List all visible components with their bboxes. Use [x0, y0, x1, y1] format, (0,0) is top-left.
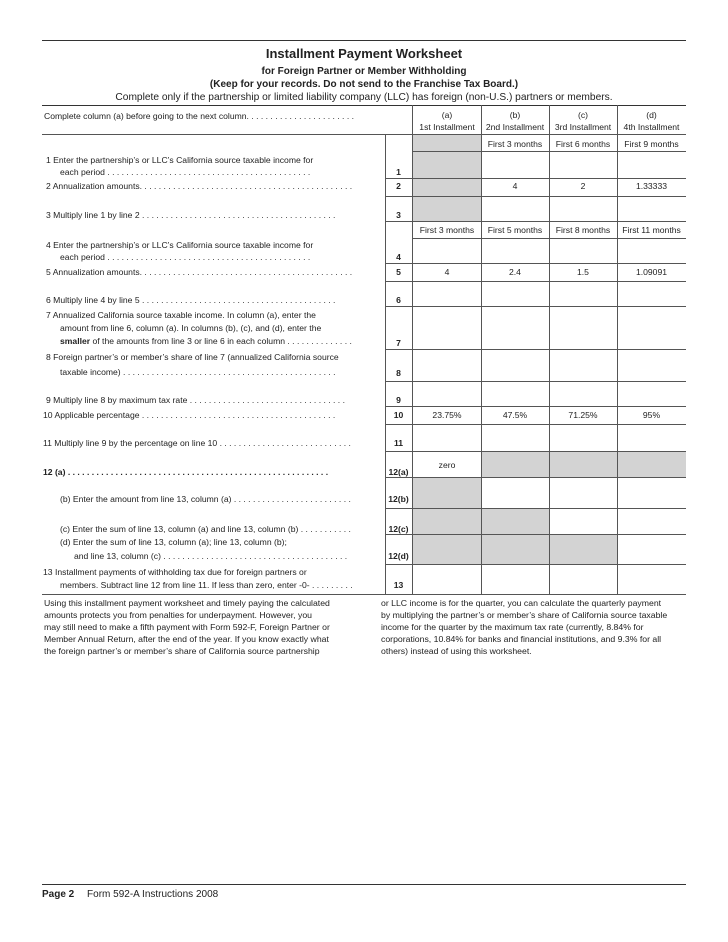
worksheet-title: Installment Payment Worksheet — [265, 46, 463, 61]
grid-row-line — [385, 477, 686, 478]
paragraph-left-line: amounts protects you from penalties for underpayment. However, you — [44, 610, 313, 620]
line1-label-cont: each period . . . . . . . . . . . . . . . . . . . . . . . . . . . . . . . . . . . . . . . . . . . — [60, 167, 311, 177]
line4-label-cont: each period . . . . . . . . . . . . . . . . . . . . . . . . . . . . . . . . . . . . . . . . . . . — [60, 252, 311, 262]
grid-bottom-line — [42, 594, 686, 595]
line10-value-c: 71.25% — [568, 410, 598, 420]
grid-row-line — [385, 381, 686, 382]
paragraph-right — [381, 597, 686, 657]
shade-col-a-top — [413, 134, 481, 196]
grid-row-line — [385, 564, 686, 565]
line11-number: 11 — [393, 438, 404, 448]
line12c-label: (c) Enter the sum of line 13, column (a) and line 13, column (b) . . . . . . . . . . . — [60, 524, 351, 534]
period-d-row1: First 9 months — [624, 139, 679, 149]
line10-value-b: 47.5% — [502, 410, 528, 420]
grid-row-line — [385, 196, 686, 197]
line5-number: 5 — [396, 267, 401, 277]
grid-row-line — [385, 221, 686, 222]
header-rule — [42, 105, 686, 106]
line10-value-a: 23.75% — [432, 410, 462, 420]
line9-number: 9 — [396, 395, 401, 405]
line5-value-b: 2.4 — [509, 267, 521, 277]
period-a-row2: First 3 months — [419, 225, 475, 235]
grid-row-line — [413, 238, 686, 239]
line4-number: 4 — [396, 252, 401, 262]
paragraph-left-line: may still need to make a fifth payment with Form 592-F, Foreign Partner or — [44, 622, 330, 632]
worksheet-subtitle: for Foreign Partner or Member Withholding — [261, 66, 467, 77]
line2-value-d: 1.33333 — [635, 181, 668, 191]
line7-label-cont: amount from line 6, column (a). In columns (b), (c), and (d), enter the — [60, 323, 322, 333]
top-rule — [42, 40, 686, 41]
line12d-label-cont: and line 13, column (c) . . . . . . . . . . . . . . . . . . . . . . . . . . . . . . . . . . . . . . . — [74, 551, 348, 561]
line4-label: 4 Enter the partnership’s or LLC’s California source taxable income for — [46, 240, 314, 250]
line3-number: 3 — [396, 210, 401, 220]
grid-row-line — [385, 306, 686, 307]
line12d-label: (d) Enter the sum of line 13, column (a); line 13, column (b); — [60, 537, 287, 547]
paragraph-right-line: by multiplying the partner’s or member’s share of California source taxable — [381, 610, 668, 620]
grid-row-line — [413, 151, 686, 152]
line5-value-a: 4 — [444, 267, 450, 277]
line12a-number: 12(a) — [388, 467, 409, 477]
line12a-value-a: zero — [438, 460, 456, 470]
grid-row-line — [385, 263, 686, 264]
line9-label: 9 Multiply line 8 by maximum tax rate . . . . . . . . . . . . . . . . . . . . . . . . . . . . . . . . . — [46, 395, 345, 405]
line6-number: 6 — [396, 295, 401, 305]
grid-row-line — [385, 451, 686, 452]
line8-number: 8 — [396, 368, 401, 378]
grid-row-line — [385, 281, 686, 282]
columns-intro: Complete column (a) before going to the next column. . . . . . . . . . . . . . . . . . . . . . . — [44, 111, 354, 121]
paragraph-right-line: corporations, 10.84% for banks and financial institutions, and 9.3% for all — [381, 634, 662, 644]
line10-value-d: 95% — [642, 410, 661, 420]
paragraph-right-line: others) instead of using this worksheet. — [381, 646, 532, 656]
shade-line12a — [481, 451, 686, 477]
col-b-letter: (b) — [509, 110, 521, 120]
page-number: Page 2 — [42, 889, 75, 900]
line12b-label: (b) Enter the amount from line 13, column (a) . . . . . . . . . . . . . . . . . . . . . . . . . — [60, 494, 351, 504]
line8-label-cont: taxable income) . . . . . . . . . . . . . . . . . . . . . . . . . . . . . . . . . . . . . . . . . . . . . — [60, 367, 336, 377]
grid-row-line — [385, 178, 686, 179]
line11-label: 11 Multiply line 9 by the percentage on line 10 . . . . . . . . . . . . . . . . . . . . . . . . . . . . — [43, 438, 351, 448]
paragraph-right-line: income for the quarter by the maximum tax rate (currently, 8.84% for — [381, 622, 644, 632]
line7-label-rest: of the amounts from line 3 or line 6 in each column . . . . . . . . . . . . . . — [90, 336, 352, 346]
line1-number: 1 — [396, 167, 401, 177]
col-b-name: 2nd Installment — [485, 122, 545, 132]
period-c-row1: First 6 months — [555, 139, 611, 149]
line12d-number: 12(d) — [388, 551, 409, 561]
paragraph-left-line: Using this installment payment worksheet and timely paying the calculated — [44, 598, 330, 608]
line13-number: 13 — [393, 580, 404, 590]
line7-label-cont2 — [60, 336, 352, 347]
col-a-name: 1st Installment — [419, 122, 475, 132]
line12c-number: 12(c) — [388, 524, 409, 534]
instruction-text: Complete only if the partnership or limited liability company (LLC) has foreign (non-U.S.) partners or members. — [115, 92, 613, 103]
shade-line12d-c — [549, 534, 617, 564]
shade-col-a-line3 — [413, 196, 481, 221]
line5-value-c: 1.5 — [577, 267, 589, 277]
line7-label: 7 Annualized California source taxable income. In column (a), enter the — [46, 310, 316, 320]
paragraph-left — [44, 597, 379, 657]
col-d-name: 4th Installment — [623, 122, 680, 132]
col-c-name: 3rd Installment — [554, 122, 612, 132]
paragraph-right-line: or LLC income is for the quarter, you can calculate the quarterly payment — [381, 598, 662, 608]
line2-number: 2 — [396, 181, 401, 191]
form-name: Form 592-A Instructions 2008 — [87, 889, 219, 900]
line12b-number: 12(b) — [388, 494, 409, 504]
line7-number: 7 — [396, 338, 401, 348]
shade-line12b-a — [413, 477, 481, 534]
line6-label: 6 Multiply line 4 by line 5 . . . . . . . . . . . . . . . . . . . . . . . . . . . . . . . . . . . . . . . . . — [46, 295, 336, 305]
period-b-row1: First 3 months — [487, 139, 543, 149]
paragraph-left-line: Member Annual Return, after the end of the year. If you know exactly what — [44, 634, 329, 644]
col-d-letter: (d) — [646, 110, 657, 120]
grid-row-line — [42, 134, 686, 135]
line10-number: 10 — [393, 410, 404, 420]
line7-smaller-emphasis: smaller — [60, 336, 91, 346]
paragraph-left-line: the foreign partner’s or member’s share of California source partnership — [44, 646, 320, 656]
period-c-row2: First 8 months — [555, 225, 611, 235]
line2-value-b: 4 — [512, 181, 518, 191]
grid-row-line — [385, 424, 686, 425]
records-note: (Keep for your records. Do not send to the Franchise Tax Board.) — [209, 79, 519, 90]
line1-label: 1 Enter the partnership’s or LLC’s California source taxable income for — [46, 155, 314, 165]
shade-line12c-b — [481, 508, 549, 534]
line2-value-c: 2 — [580, 181, 586, 191]
period-d-row2: First 11 months — [622, 225, 681, 235]
line5-label: 5 Annualization amounts. . . . . . . . . . . . . . . . . . . . . . . . . . . . . . . . . . . . . . . . . . . . . — [46, 267, 353, 277]
grid-row-line — [385, 406, 686, 407]
line3-label: 3 Multiply line 1 by line 2 . . . . . . . . . . . . . . . . . . . . . . . . . . . . . . . . . . . . . . . . . — [46, 210, 336, 220]
line5-value-d: 1.09091 — [635, 267, 668, 277]
line2-label: 2 Annualization amounts. . . . . . . . . . . . . . . . . . . . . . . . . . . . . . . . . . . . . . . . . . . . . — [46, 181, 353, 191]
line12a-label: 12 (a) . . . . . . . . . . . . . . . . . . . . . . . . . . . . . . . . . . . . . . . . . . . . . . . . . . . . . . . — [43, 467, 329, 477]
line13-label-cont: members. Subtract line 12 from line 11. If less than zero, enter -0- . . . . . . . . . — [60, 580, 353, 590]
grid-row-line — [385, 508, 686, 509]
line10-label: 10 Applicable percentage . . . . . . . . . . . . . . . . . . . . . . . . . . . . . . . . . . . . . . . . . — [43, 410, 336, 420]
col-c-letter: (c) — [577, 110, 589, 120]
col-a-letter: (a) — [441, 110, 453, 120]
line13-label: 13 Installment payments of withholding tax due for foreign partners or — [43, 567, 307, 577]
line8-label: 8 Foreign partner’s or member’s share of line 7 (annualized California source — [46, 352, 339, 362]
grid-row-line — [385, 534, 686, 535]
grid-row-line — [385, 349, 686, 350]
page-footer — [42, 889, 218, 900]
period-b-row2: First 5 months — [487, 225, 543, 235]
footer-rule — [42, 884, 686, 885]
